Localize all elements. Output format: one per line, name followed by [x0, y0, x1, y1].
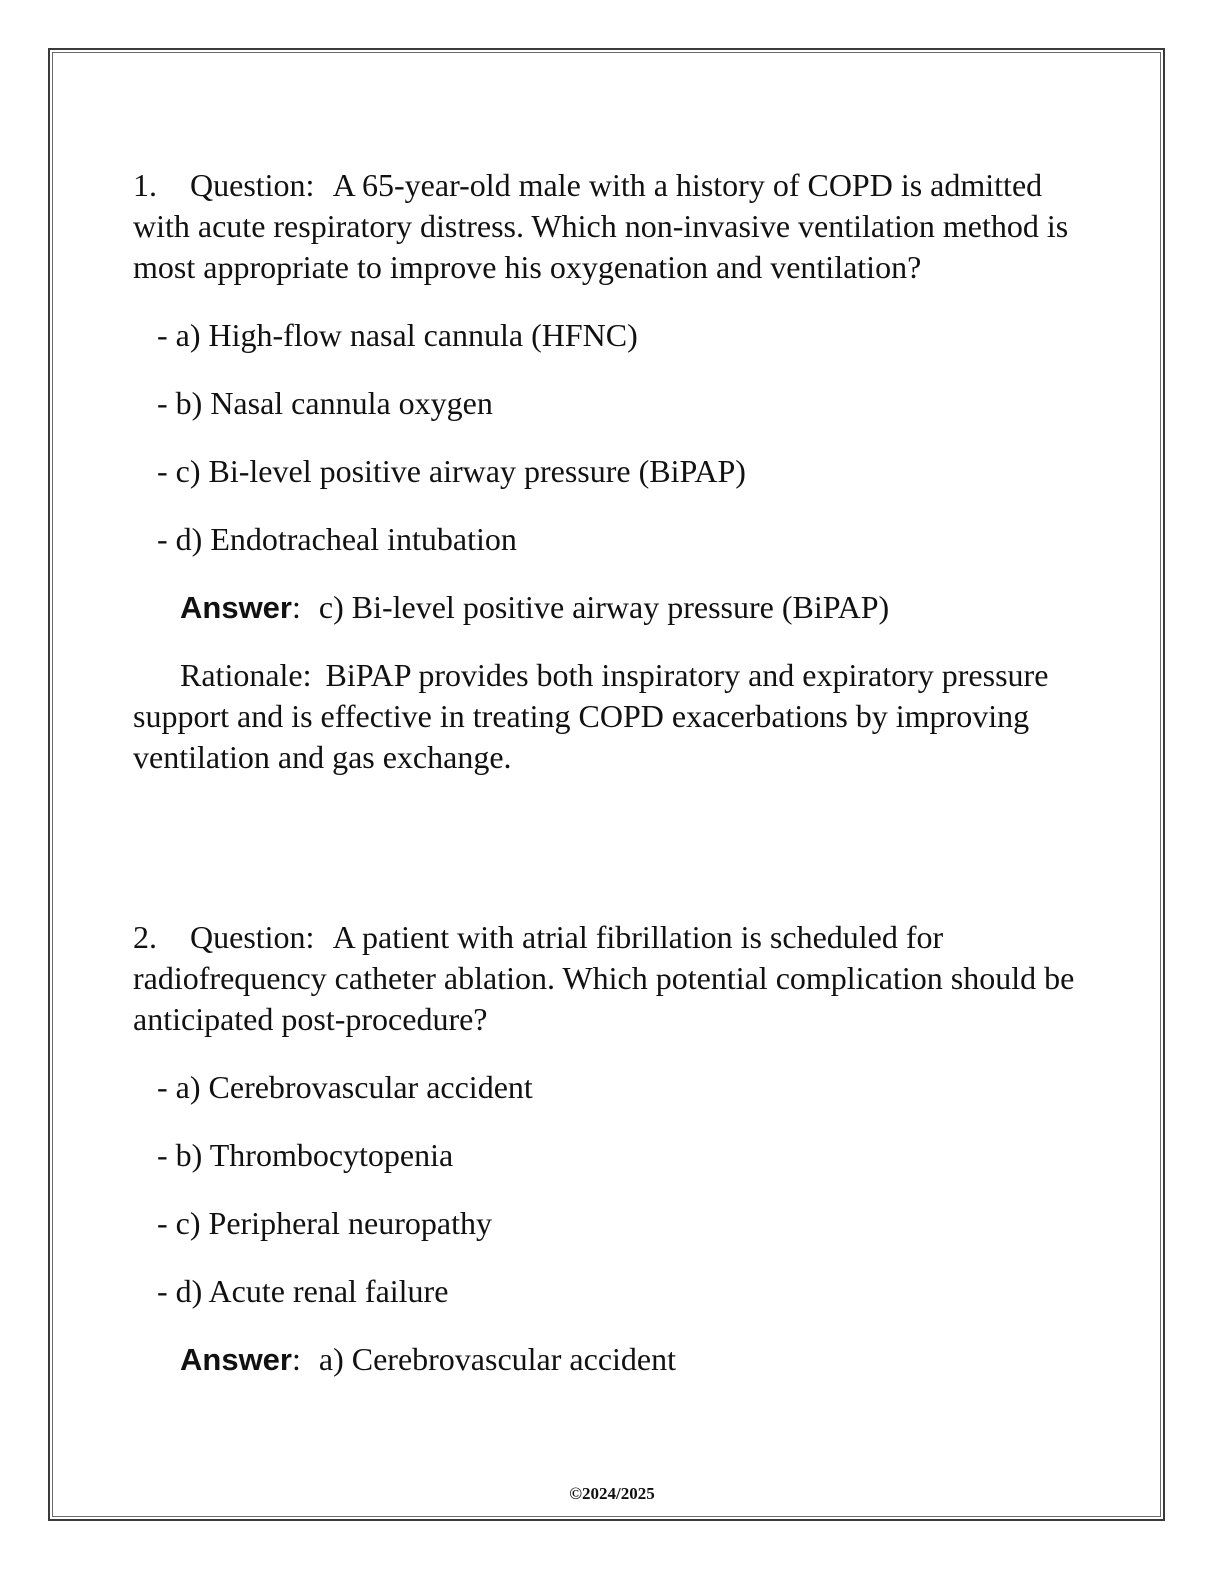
option-c: - c) Bi-level positive airway pressure (BiPAP) [157, 453, 746, 489]
question-block-1 [133, 165, 1093, 778]
option-d: - d) Acute renal failure [157, 1273, 449, 1309]
copyright-footer: ©2024/2025 [569, 1484, 655, 1503]
answer-label: Answer [180, 590, 292, 625]
option-d: - d) Endotracheal intubation [157, 521, 517, 557]
question-number: 2. [133, 919, 157, 955]
question-2 [133, 917, 1093, 1040]
answer-options [133, 1067, 1093, 1312]
option-b: - b) Nasal cannula oxygen [157, 385, 493, 421]
rationale-text: BiPAP provides both inspiratory and expiratory pressure support and is effective in treating COPD exacerbations by improving ventilation and gas exchange. [133, 657, 1049, 775]
answer-text: c) Bi-level positive airway pressure (BiPAP) [318, 589, 890, 625]
question-label: Question: [190, 919, 315, 955]
answer-line [180, 1339, 1093, 1380]
question-block-2 [133, 917, 1093, 1380]
question-text: A patient with atrial fibrillation is scheduled for radiofrequency catheter ablation. Which potential complication should be anticipated post-procedure? [133, 919, 1075, 1037]
answer-line [180, 587, 1093, 628]
option-c: - c) Peripheral neuropathy [157, 1205, 492, 1241]
question-text: A 65-year-old male with a history of COPD is admitted with acute respiratory distress. Which non-invasive ventilation method is most appropriate to improve his oxygenation and ventilation? [133, 167, 1069, 285]
question-label: Question: [190, 167, 315, 203]
question-number: 1. [133, 167, 157, 203]
question-1 [133, 165, 1093, 288]
answer-options [133, 315, 1093, 560]
option-a: - a) Cerebrovascular accident [157, 1069, 533, 1105]
answer-text: a) Cerebrovascular accident [318, 1341, 676, 1377]
option-a: - a) High-flow nasal cannula (HFNC) [157, 317, 638, 353]
answer-colon: : [291, 1341, 301, 1377]
answer-label: Answer [180, 1342, 292, 1377]
rationale-label: Rationale: [180, 657, 312, 693]
option-b: - b) Thrombocytopenia [157, 1137, 454, 1173]
rationale [133, 655, 1093, 778]
answer-colon: : [291, 589, 301, 625]
